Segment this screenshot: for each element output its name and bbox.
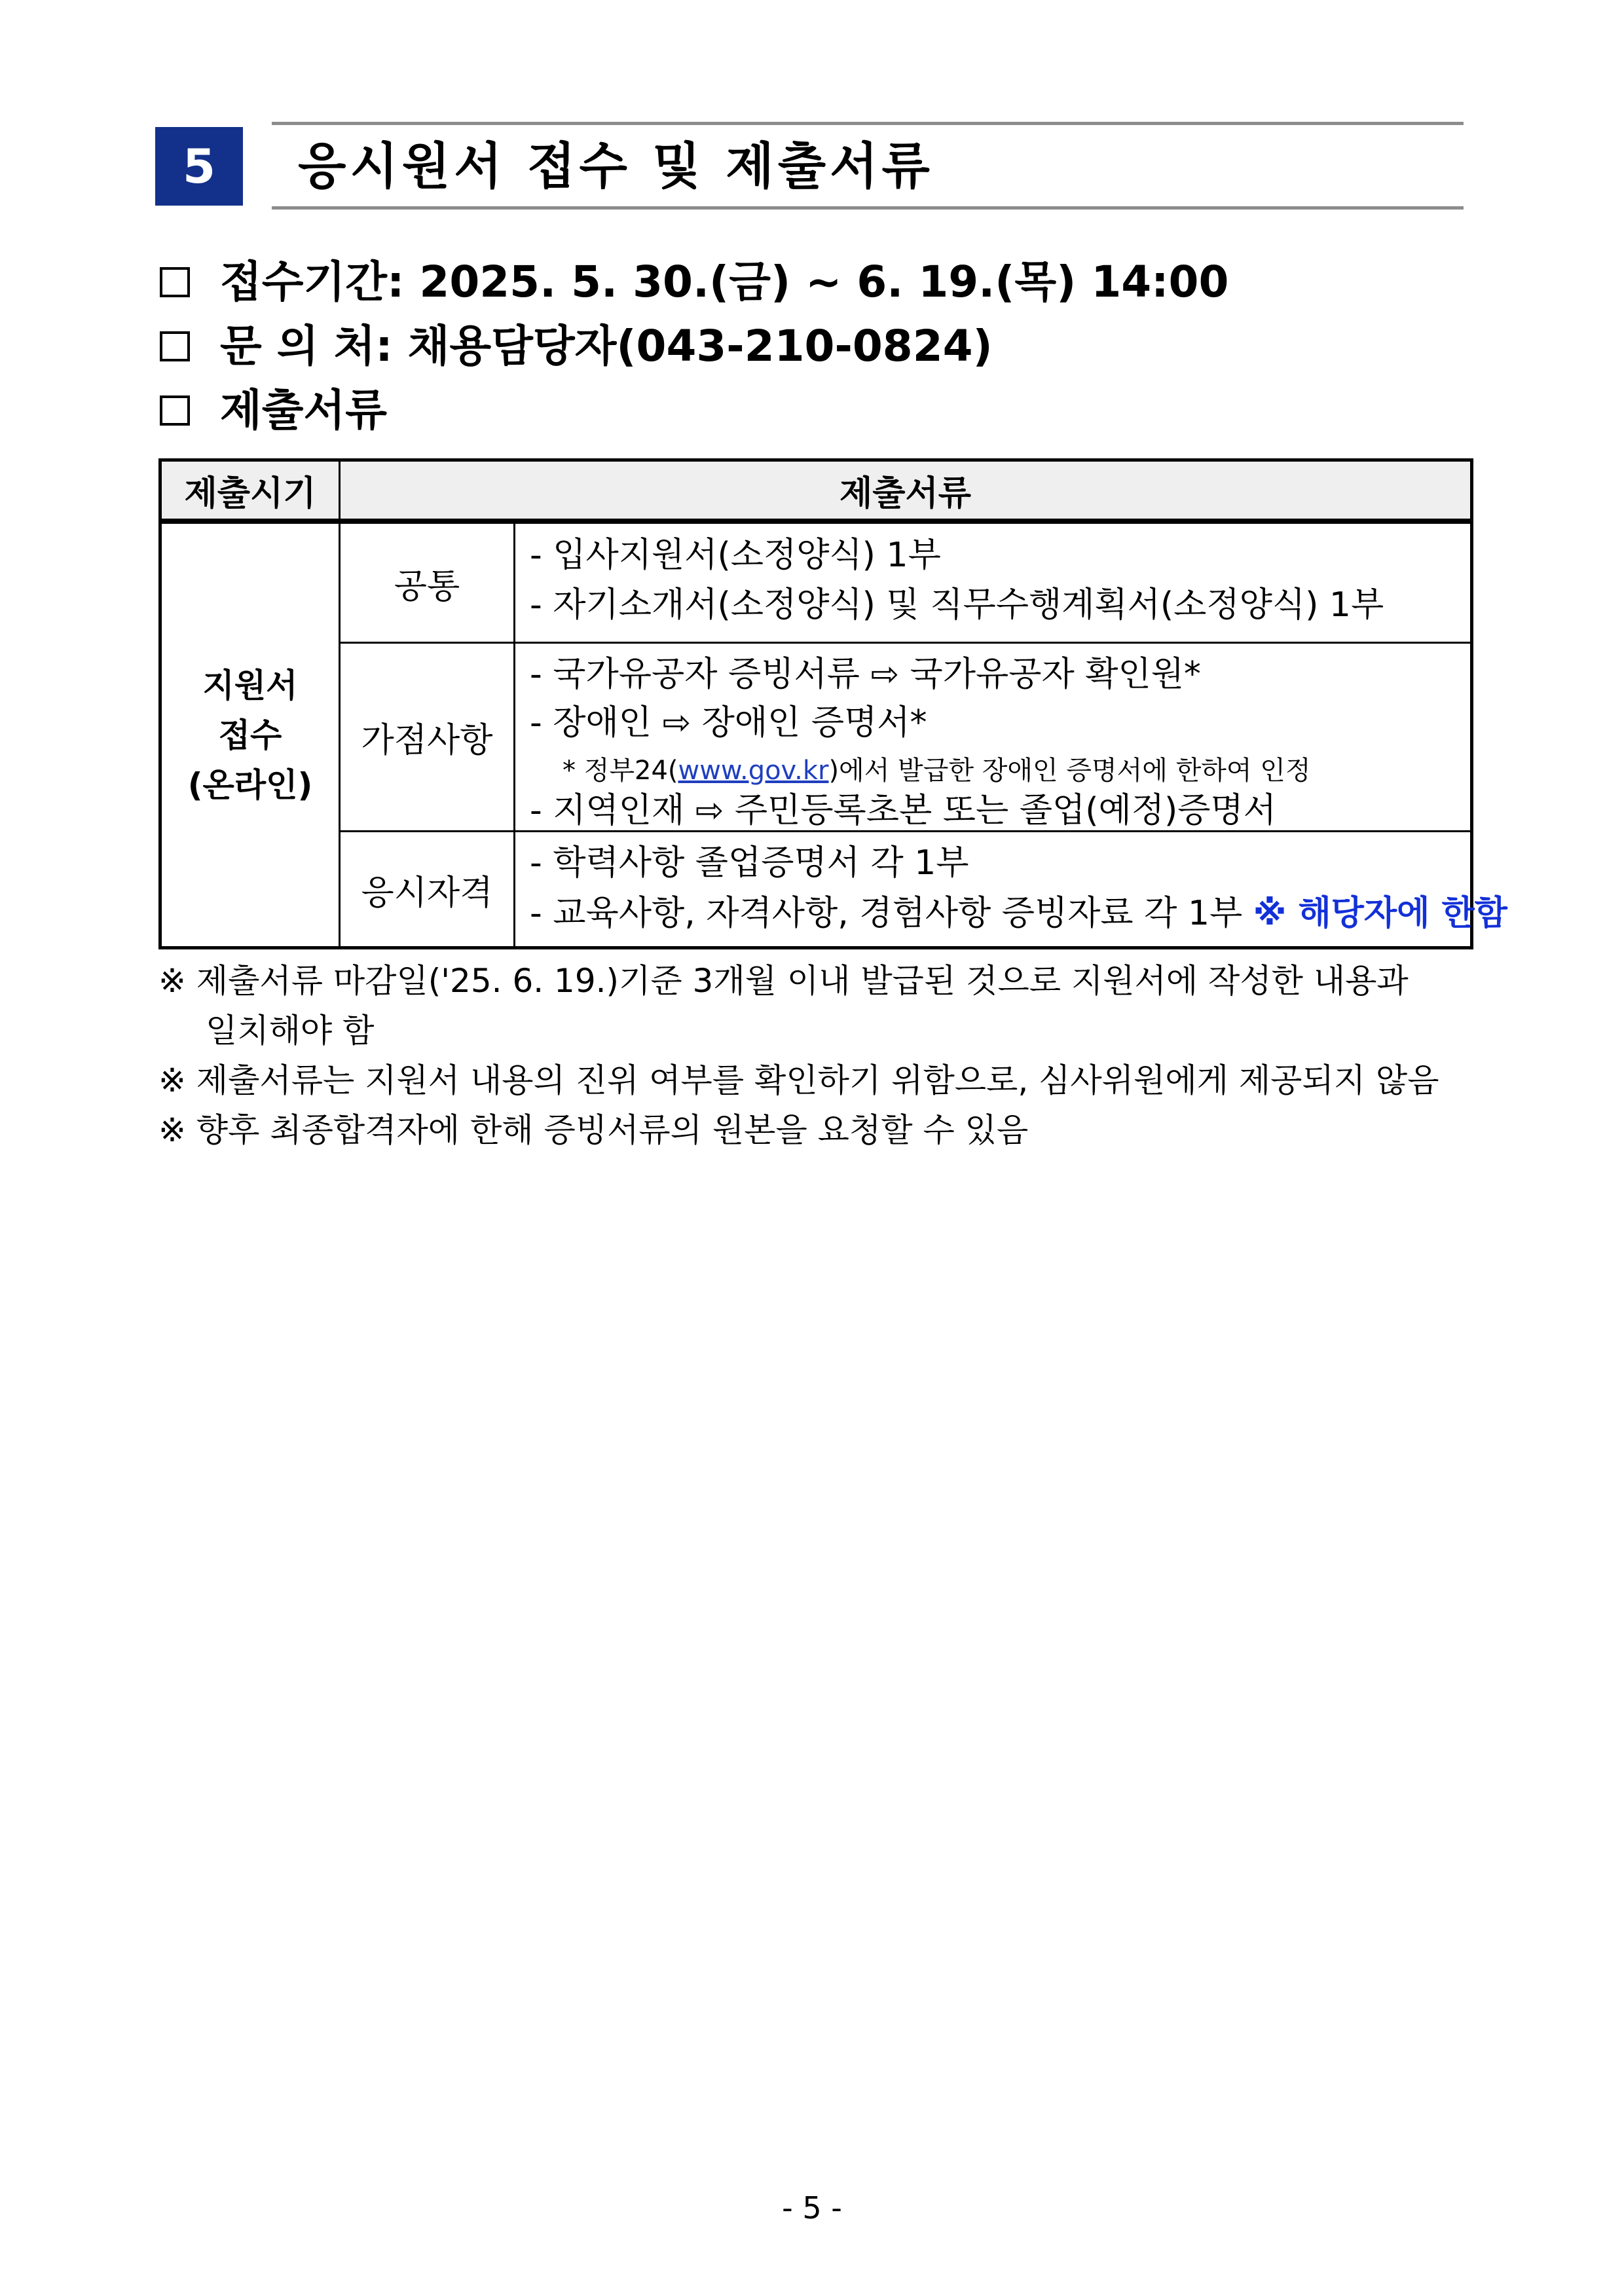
gov24-link[interactable]: www.gov.kr — [678, 756, 829, 786]
bullet-period — [160, 254, 1228, 310]
common-line-1: - 입사지원서(소정양식) 1부 — [530, 536, 941, 575]
header-documents: 제출서류 — [341, 462, 1470, 519]
footnote-3: ※ 향후 최종합격자에 한해 증빙서류의 원본을 요청할 수 있음 — [158, 1111, 1029, 1149]
timing-cell — [162, 524, 339, 946]
documents-table — [158, 458, 1507, 949]
checkbox-square-icon — [160, 395, 190, 426]
page-number: - 5 - — [782, 2190, 842, 2226]
header-rule-bottom — [272, 206, 1464, 210]
timing-line-3: (온라인) — [187, 765, 313, 804]
bonus-line-3: - 지역인재 ⇨ 주민등록초본 또는 졸업(예정)증명서 — [530, 791, 1276, 830]
bullet-documents — [160, 382, 387, 439]
category-bonus: 가점사항 — [361, 721, 493, 760]
header-rule-top — [272, 122, 1464, 125]
bullet-contact — [160, 318, 993, 375]
contact-text: 문 의 처: 채용담당자(043-210-0824) — [220, 321, 993, 371]
header-timing: 제출시기 — [162, 462, 339, 519]
bonus-line-1: - 국가유공자 증빙서류 ⇨ 국가유공자 확인원* — [530, 655, 1201, 694]
footnote-2: ※ 제출서류는 지원서 내용의 진위 여부를 확인하기 위함으로, 심사위원에게 제공되지 않음 — [158, 1061, 1439, 1099]
footnote-1-line-1: ※ 제출서류 마감일('25. 6. 19.)기준 3개월 이내 발급된 것으로 지원서에 작성한 내용과 — [158, 962, 1409, 1000]
checkbox-square-icon — [160, 331, 190, 361]
checkbox-square-icon — [160, 267, 190, 297]
documents-text: 제출서류 — [220, 385, 388, 435]
note-suffix: )에서 발급한 장애인 증명서에 한하여 인정 — [828, 756, 1311, 786]
eligibility-line-1: - 학력사항 졸업증명서 각 1부 — [530, 843, 969, 883]
bonus-line-2: - 장애인 ⇨ 장애인 증명서* — [530, 703, 927, 743]
header-divider — [162, 519, 1470, 524]
category-eligibility: 응시자격 — [361, 873, 493, 913]
footnote-1-line-2: 일치해야 함 — [206, 1012, 375, 1050]
bonus-note — [563, 752, 1311, 789]
category-common: 공통 — [394, 566, 460, 606]
timing-line-1: 지원서 — [202, 666, 298, 705]
note-prefix: * 정부24( — [563, 756, 678, 786]
timing-line-2: 접수 — [218, 716, 282, 754]
section-title: 응시원서 접수 및 제출서류 — [298, 137, 934, 195]
section-number-badge: 5 — [155, 127, 243, 206]
section-header — [155, 122, 1464, 210]
eligibility-line-2 — [530, 890, 1507, 936]
col-divider-2 — [513, 524, 515, 946]
eligibility-highlight: ※ 해당자에 한함 — [1253, 894, 1507, 933]
period-text: 접수기간: 2025. 5. 30.(금) ~ 6. 19.(목) 14:00 — [220, 257, 1229, 307]
common-line-2: - 자기소개서(소정양식) 및 직무수행계획서(소정양식) 1부 — [530, 585, 1384, 625]
eligibility-line-2-text: - 교육사항, 자격사항, 경험사항 증빙자료 각 1부 — [530, 894, 1253, 933]
